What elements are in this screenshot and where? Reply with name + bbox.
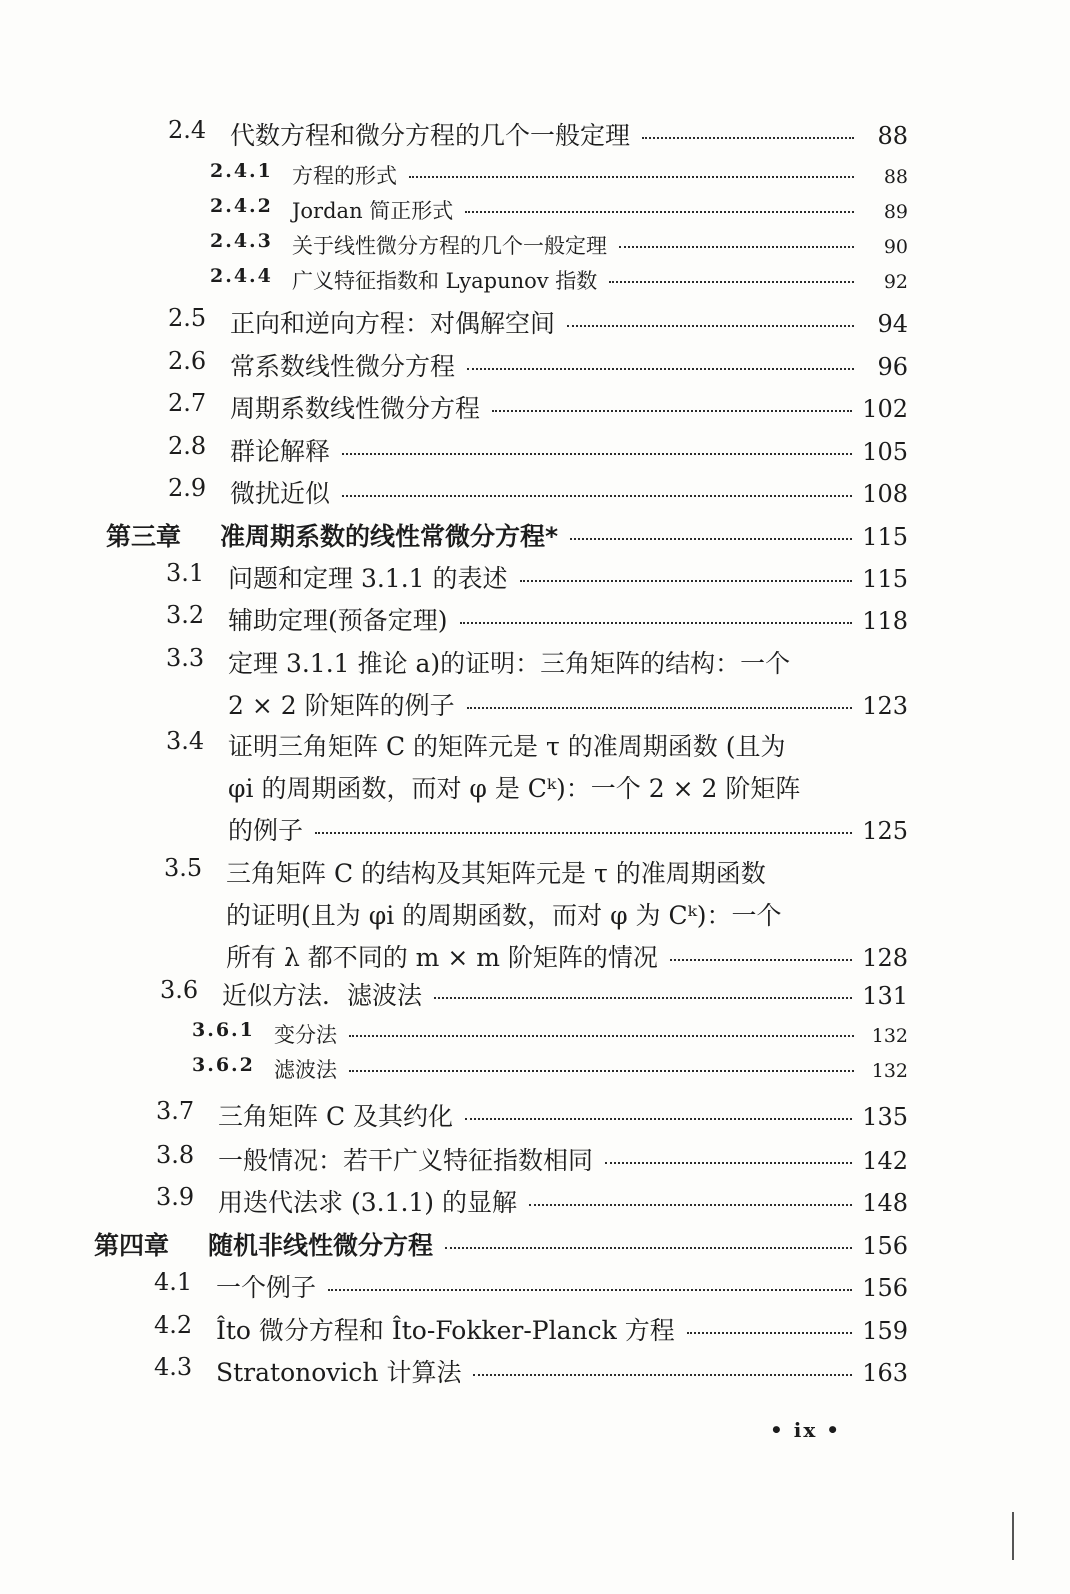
- toc-entry-title: 变分法: [274, 1023, 337, 1047]
- toc-entry-title: 问题和定理 3.1.1 的表述: [228, 564, 508, 593]
- toc-entry-number: 第四章: [94, 1231, 170, 1260]
- toc-entry-title: 的例子: [228, 816, 304, 845]
- dot-leader: [520, 580, 853, 582]
- toc-entry-page-number: 115: [862, 565, 908, 593]
- toc-entry-number: 第三章: [106, 522, 182, 551]
- dot-leader: [445, 1247, 852, 1249]
- toc-entry-number: 2.9: [168, 474, 207, 502]
- dot-leader: [642, 137, 854, 139]
- dot-leader: [567, 325, 854, 327]
- toc-entry-page-number: 94: [877, 310, 908, 338]
- toc-entry-page-number: 148: [862, 1189, 908, 1217]
- toc-entry-page-number: 123: [862, 692, 908, 720]
- toc-entry-number: 4.2: [154, 1311, 193, 1339]
- toc-entry-number: 2.4.1: [210, 160, 273, 182]
- dot-leader: [465, 211, 854, 213]
- toc-entry-number: 3.8: [156, 1141, 195, 1169]
- toc-entry-page-number: 159: [862, 1317, 908, 1345]
- toc-entry-number: 3.1: [166, 559, 205, 587]
- dot-leader: [619, 246, 854, 248]
- dot-leader: [460, 622, 853, 624]
- dot-leader: [687, 1332, 852, 1334]
- toc-entry-title: 用迭代法求 (3.1.1) 的显解: [218, 1188, 518, 1217]
- dot-leader: [492, 410, 852, 412]
- toc-entry-number: 2.5: [168, 304, 207, 332]
- toc-entry-title: 一般情况：若干广义特征指数相同: [218, 1146, 594, 1175]
- dot-leader: [315, 832, 852, 834]
- page-number-marker: • ix •: [770, 1418, 842, 1442]
- toc-entry-number: 3.9: [156, 1183, 195, 1211]
- toc-entry-title: 常系数线性微分方程: [230, 352, 456, 381]
- toc-entry-title: 2 × 2 阶矩阵的例子: [228, 691, 455, 720]
- toc-entry-page-number: 142: [862, 1147, 908, 1175]
- toc-entry-title: 随机非线性微分方程: [208, 1231, 434, 1260]
- toc-entry-title: 三角矩阵 C 及其约化: [218, 1102, 454, 1131]
- dot-leader: [409, 176, 854, 178]
- dot-leader: [605, 1162, 852, 1164]
- toc-entry-title-line: 定理 3.1.1 推论 a)的证明：三角矩阵的结构：一个: [228, 649, 791, 678]
- toc-entry-page-number: 131: [862, 982, 908, 1010]
- toc-entry-number: 3.3: [166, 644, 205, 672]
- toc-entry-title: 群论解释: [230, 437, 331, 466]
- dot-leader: [328, 1289, 852, 1291]
- toc-entry-page-number: 88: [883, 166, 908, 188]
- toc-entry-title-line: φi 的周期函数，而对 φ 是 Cᵏ)：一个 2 × 2 阶矩阵: [228, 774, 801, 803]
- toc-entry-number: 2.4.2: [210, 195, 273, 217]
- toc-entry-number: 2.4.4: [210, 265, 273, 287]
- dot-leader: [349, 1070, 854, 1072]
- toc-entry-page-number: 118: [862, 607, 908, 635]
- toc-entry-title-line: 的证明(且为 φi 的周期函数，而对 φ 为 Cᵏ)：一个: [226, 901, 782, 930]
- toc-entry-page-number: 132: [871, 1060, 908, 1082]
- toc-entry-title: 关于线性微分方程的几个一般定理: [292, 234, 607, 258]
- dot-leader: [570, 538, 852, 540]
- toc-entry-title: 近似方法．滤波法: [222, 981, 423, 1010]
- toc-entry-page-number: 156: [862, 1232, 908, 1260]
- toc-entry-number: 2.7: [168, 389, 207, 417]
- toc-entry-number: 2.4.3: [210, 230, 273, 252]
- toc-entry-title: 准周期系数的线性常微分方程*: [220, 522, 559, 551]
- toc-entry-title-line: 证明三角矩阵 C 的矩阵元是 τ 的准周期函数 (且为: [228, 732, 786, 761]
- toc-entry-number: 3.6.2: [192, 1054, 255, 1076]
- toc-entry-page-number: 90: [883, 236, 908, 258]
- toc-entry-page-number: 96: [877, 353, 908, 381]
- toc-entry-title: 正向和逆向方程：对偶解空间: [230, 309, 556, 338]
- dot-leader: [434, 997, 852, 999]
- dot-leader: [473, 1374, 852, 1376]
- toc-entry-title-line: 三角矩阵 C 的结构及其矩阵元是 τ 的准周期函数: [226, 859, 766, 888]
- toc-entry-page-number: 125: [862, 817, 908, 845]
- toc-entry-number: 3.4: [166, 727, 205, 755]
- toc-entry-page-number: 92: [883, 271, 908, 293]
- toc-entry-page-number: 163: [862, 1359, 908, 1387]
- dot-leader: [349, 1035, 854, 1037]
- toc-entry-number: 3.2: [166, 601, 205, 629]
- toc-entry-number: 2.8: [168, 432, 207, 460]
- dot-leader: [467, 707, 853, 709]
- toc-entry-page-number: 89: [883, 201, 908, 223]
- dot-leader: [609, 281, 854, 283]
- toc-entry-title: 代数方程和微分方程的几个一般定理: [230, 121, 631, 150]
- dot-leader: [467, 368, 854, 370]
- toc-entry-number: 2.4: [168, 116, 207, 144]
- dot-leader: [529, 1204, 852, 1206]
- toc-entry-title: 所有 λ 都不同的 m × m 阶矩阵的情况: [226, 943, 658, 972]
- toc-entry-title: 辅助定理(预备定理): [228, 606, 448, 635]
- dot-leader: [342, 495, 852, 497]
- toc-entry-page-number: 102: [862, 395, 908, 423]
- toc-entry-title: 微扰近似: [230, 479, 331, 508]
- scan-edge-mark: [1012, 1512, 1014, 1560]
- toc-entry-title: Stratonovich 计算法: [216, 1358, 462, 1387]
- toc-entry-title: Jordan 简正形式: [292, 199, 454, 223]
- toc-entry-number: 4.3: [154, 1353, 193, 1381]
- toc-entry-number: 4.1: [154, 1268, 193, 1296]
- toc-entry-number: 3.7: [156, 1097, 195, 1125]
- toc-entry-title: Îto 微分方程和 Îto-Fokker-Planck 方程: [216, 1316, 675, 1345]
- toc-entry-title: 周期系数线性微分方程: [230, 394, 481, 423]
- toc-entry-page-number: 128: [862, 944, 908, 972]
- toc-entry-title: 方程的形式: [292, 164, 397, 188]
- toc-entry-page-number: 132: [871, 1025, 908, 1047]
- toc-entry-page-number: 108: [862, 480, 908, 508]
- toc-entry-title: 一个例子: [216, 1273, 317, 1302]
- toc-entry-number: 2.6: [168, 347, 207, 375]
- dot-leader: [670, 959, 852, 961]
- toc-entry-page-number: 88: [877, 122, 908, 150]
- dot-leader: [465, 1118, 852, 1120]
- toc-entry-page-number: 135: [862, 1103, 908, 1131]
- toc-entry-number: 3.6: [160, 976, 199, 1004]
- dot-leader: [342, 453, 852, 455]
- toc-entry-page-number: 105: [862, 438, 908, 466]
- toc-entry-number: 3.5: [164, 854, 203, 882]
- toc-entry-page-number: 156: [862, 1274, 908, 1302]
- toc-entry-title: 滤波法: [274, 1058, 337, 1082]
- toc-entry-page-number: 115: [862, 523, 908, 551]
- toc-entry-number: 3.6.1: [192, 1019, 255, 1041]
- toc-entry-title: 广义特征指数和 Lyapunov 指数: [292, 269, 598, 293]
